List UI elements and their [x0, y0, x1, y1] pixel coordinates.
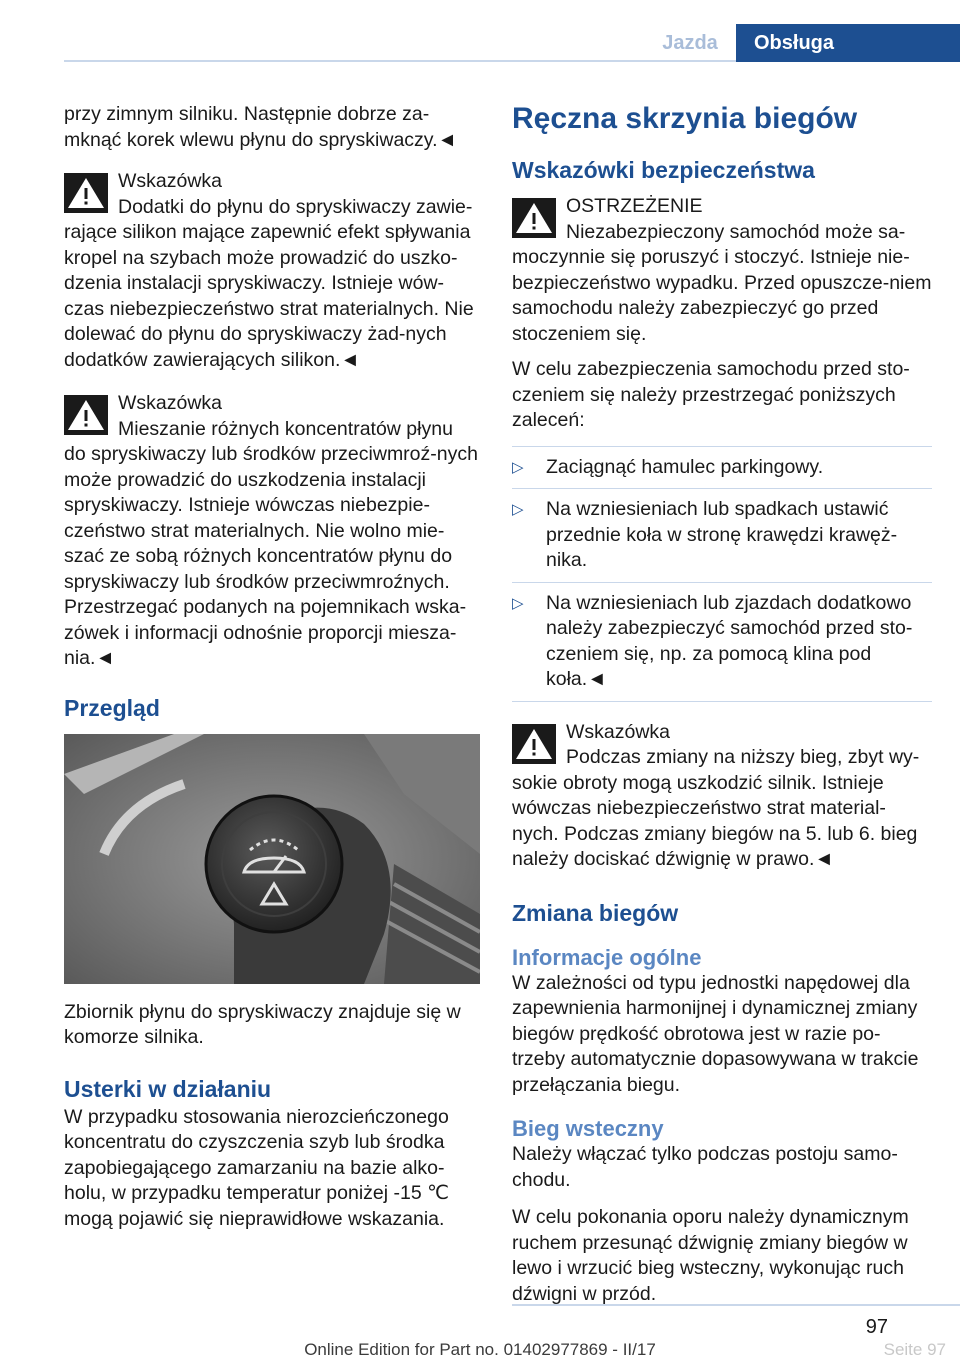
warning-block-rolling	[512, 190, 932, 347]
list-item-text: Na wzniesieniach lub spadkach ustawić przednie koła w stronę krawędzi krawęż-nika.	[546, 498, 898, 571]
left-column	[64, 102, 480, 1244]
warning-block-silicone	[64, 165, 480, 373]
edition-note: Online Edition for Part no. 01402977869 - II/17	[304, 1340, 656, 1359]
warning-body: Niezabezpieczony samochód może sa-moczynnie się poruszyć i stoczyć. Istnieje nie-bezpieczeństwo wypadku. Przed opuszcze-niem samochodu należy zabezpieczyć go przed stoczeniem się.	[512, 220, 932, 345]
shifting-heading: Zmiana biegów	[512, 899, 679, 926]
general-info-heading: Informacje ogólne	[512, 944, 702, 970]
page-number: 97	[865, 1316, 888, 1338]
warning-block-mixing	[64, 387, 480, 672]
warning-title: OSTRZEŻENIE	[566, 195, 703, 217]
list-item-text: Zaciągnąć hamulec parkingowy.	[546, 455, 824, 478]
header-chapter-tab[interactable]: Obsługa	[736, 24, 960, 62]
warning-body: Mieszanie różnych koncentratów płynu do spryskiwaczy lub środków przeciwmroź-nych może prowadzić do uszkodzenia instalacji spryskiwaczy. Istnieje wówczas niebezpie-czeństwo strat materialnych. Nie wolno mie-szać ze sobą różnych koncentratów płynu do spryskiwaczy lub środków przeciwmroźnych. Przestrzegać podanych na pojemnikach wska-zówek i informacji odnośnie proporcji miesza-nia.◄	[64, 417, 478, 669]
faults-heading: Usterki w działaniu	[64, 1075, 272, 1102]
general-info-paragraph: W zależności od typu jednostki napędowej dla zapewnienia harmonijnej i dynamicznej zmiany biegów prędkość obrotowa jest w razie po-trzeby automatycznie dopasowywana w trakcie przełączania biegu.	[512, 971, 919, 1096]
safety-list	[512, 446, 932, 702]
overview-heading: Przegląd	[64, 694, 160, 721]
warning-body: Podczas zmiany na niższy bieg, zbyt wy-sokie obroty mogą uszkodzić silnik. Istnieje wówczas niebezpieczeństwo strat material-nych. Podczas zmiany biegów na 5. lub 6. bieg należy dociskać dźwignię w prawo.◄	[512, 746, 920, 870]
list-item	[512, 446, 932, 489]
right-column	[512, 102, 932, 1319]
warning-triangle-icon	[512, 724, 556, 764]
bullet-triangle-icon: ▷	[512, 501, 524, 518]
safety-heading: Wskazówki bezpieczeństwa	[512, 157, 815, 183]
warning-title: Wskazówka	[566, 720, 671, 743]
warning-triangle-icon	[512, 198, 556, 238]
main-heading: Ręczna skrzynia biegów	[512, 102, 858, 135]
reverse-gear-paragraph: Należy włączać tylko podczas postoju samo-chodu.	[512, 1143, 898, 1191]
list-item-text: Na wzniesieniach lub zjazdach dodatkowo należy zabezpieczyć samochód przed sto-czeniem się, np. za pomocą klina pod koła.◄	[546, 591, 913, 690]
list-item	[512, 488, 932, 582]
warning-triangle-icon	[64, 395, 108, 435]
watermark-text: Seite 97	[883, 1340, 946, 1359]
washer-reservoir-photo	[64, 734, 480, 984]
intro-paragraph: przy zimnym silniku. Następnie dobrze za-mknąć korek wlewu płynu do spryskiwaczy.◄	[64, 103, 457, 151]
warning-title: Wskazówka	[118, 170, 223, 192]
warning-body: Dodatki do płynu do spryskiwaczy zawie-rające silikon mające zapewnić efekt spływania kropel na szybach może prowadzić do uszko-dzenia instalacji spryskiwaczy. Istnieje wów-czas niebezpieczeństwo strat materialnych. Nie dolewać do płynu do spryskiwaczy żad-nych dodatków zawierających silikon.◄	[64, 195, 474, 371]
bullet-triangle-icon: ▷	[512, 594, 524, 612]
warning-title: Wskazówka	[118, 392, 223, 414]
header-section-tab[interactable]: Jazda	[662, 32, 718, 54]
faults-paragraph: W przypadku stosowania nierozcieńczonego koncentratu do czyszczenia szyb lub środka zapobiegającego zamarzaniu na bazie alko-holu, w przypadku temperatur poniżej -15 ℃ mogą pojawić się nieprawidłowe wskazania.	[64, 1105, 450, 1230]
list-item	[512, 582, 932, 702]
reverse-gear-heading: Bieg wsteczny	[512, 1116, 664, 1141]
reverse-gear-paragraph-2: W celu pokonania oporu należy dynamicznym ruchem przesunąć dźwignię zmiany biegów w lewo i wrzucić bieg wsteczny, wykonując ruch dźwigni w przód.	[512, 1206, 909, 1305]
reservoir-caption: Zbiornik płynu do spryskiwaczy znajduje się w komorze silnika.	[64, 1000, 461, 1048]
safety-paragraph: W celu zabezpieczenia samochodu przed sto-czeniem się należy przestrzegać poniższych zaleceń:	[512, 358, 910, 431]
warning-triangle-icon	[64, 173, 108, 213]
bullet-triangle-icon: ▷	[512, 458, 524, 476]
warning-block-downshift	[512, 716, 932, 873]
footer-rule	[512, 1304, 960, 1306]
